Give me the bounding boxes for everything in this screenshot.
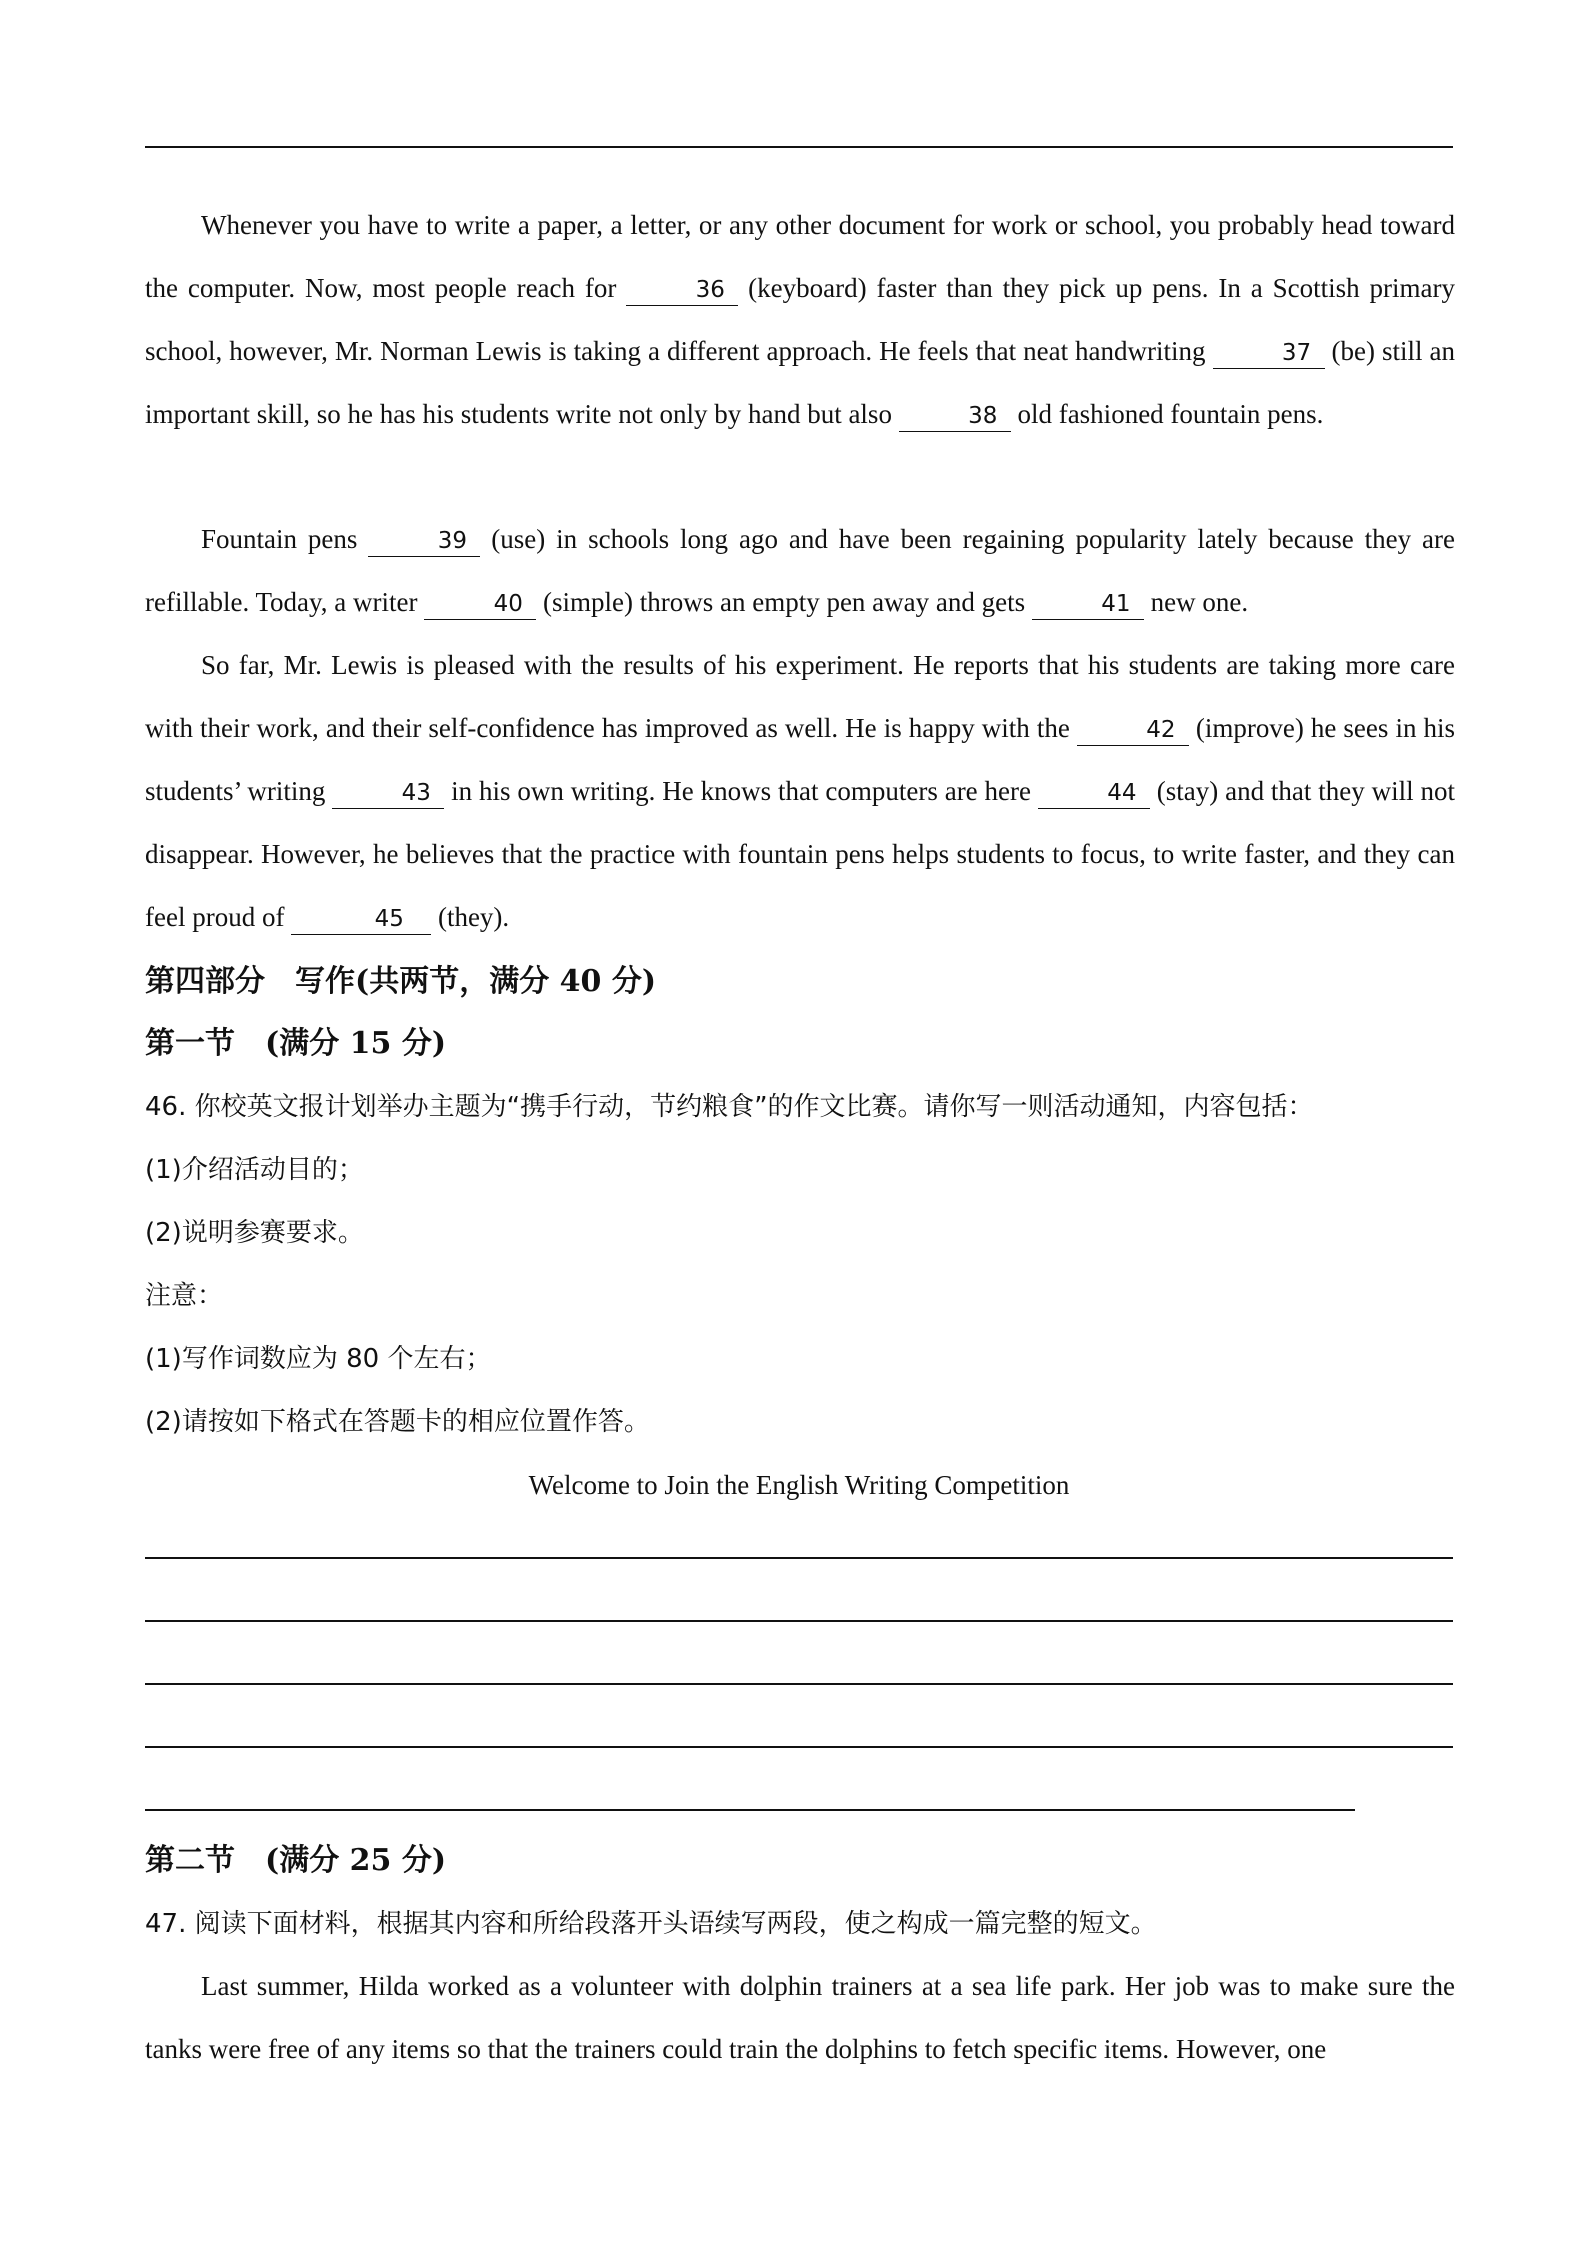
blank-43[interactable]: 43 — [332, 778, 444, 809]
top-divider — [145, 146, 1453, 148]
essay-title: Welcome to Join the English Writing Competition — [528, 1470, 1070, 1500]
note-label: 注意： — [145, 1281, 224, 1311]
blank-36[interactable]: 36 — [626, 275, 738, 306]
requirement-1: (1)介绍活动目的； — [145, 1155, 364, 1185]
part4-heading: 第四部分 写作(共两节，满分 40 分) — [145, 964, 657, 999]
question-46: 46. 你校英文报计划举办主题为“携手行动，节约粮食”的作文比赛。请你写一则活动通知，内容包括： — [145, 1092, 1314, 1122]
blank-42[interactable]: 42 — [1077, 715, 1189, 746]
note-1: (1)写作词数应为 80 个左右； — [145, 1344, 492, 1374]
blank-45[interactable]: 45 — [291, 904, 431, 935]
blank-40[interactable]: 40 — [424, 589, 536, 620]
question-47: 47. 阅读下面材料，根据其内容和所给段落开头语续写两段，使之构成一篇完整的短文。 — [145, 1909, 1157, 1939]
writing-line[interactable] — [145, 1620, 1453, 1622]
passage-paragraph-2: Fountain pens 39 (use) in schools long ago and have been regaining popularity lately because they are refillable. Today, a writer 40 (simple) throws an empty pen away and gets 41 new one. — [145, 508, 1455, 634]
note-2: (2)请按如下格式在答题卡的相应位置作答。 — [145, 1407, 650, 1437]
blank-41[interactable]: 41 — [1032, 589, 1144, 620]
writing-line[interactable] — [145, 1557, 1453, 1559]
blank-37[interactable]: 37 — [1213, 338, 1325, 369]
requirement-2: (2)说明参赛要求。 — [145, 1218, 364, 1248]
blank-38[interactable]: 38 — [899, 401, 1011, 432]
writing-line[interactable] — [145, 1683, 1453, 1685]
section2-heading: 第二节 (满分 25 分) — [145, 1843, 447, 1878]
story-paragraph: Last summer, Hilda worked as a volunteer with dolphin trainers at a sea life park. Her job was to make sure the tanks were free of any items so that the trainers could train the dolphins to fetch specific items. However, one — [145, 1971, 1455, 2064]
writing-line[interactable] — [145, 1809, 1355, 1811]
blank-39[interactable]: 39 — [368, 526, 480, 557]
passage-paragraph-3: So far, Mr. Lewis is pleased with the results of his experiment. He reports that his students are taking more care with their work, and their self-confidence has improved as well. He is happy with the 42 (improve) he sees in his students’ writing 43 in his own writing. He knows that computers are here 44 (stay) and that they will not disappear. However, he believes that the practice with fountain pens helps students to focus, to write faster, and they can feel proud of 45 (they). — [145, 634, 1455, 949]
passage-paragraph-1: Whenever you have to write a paper, a letter, or any other document for work or school, you probably head toward the computer. Now, most people reach for 36 (keyboard) faster than they pick up pens. In a Scottish primary school, however, Mr. Norman Lewis is taking a different approach. He feels that neat handwriting 37 (be) still an important skill, so he has his students write not only by hand but also 38 old fashioned fountain pens. — [145, 194, 1455, 446]
writing-line[interactable] — [145, 1746, 1453, 1748]
section1-heading: 第一节 (满分 15 分) — [145, 1026, 447, 1061]
blank-44[interactable]: 44 — [1038, 778, 1150, 809]
